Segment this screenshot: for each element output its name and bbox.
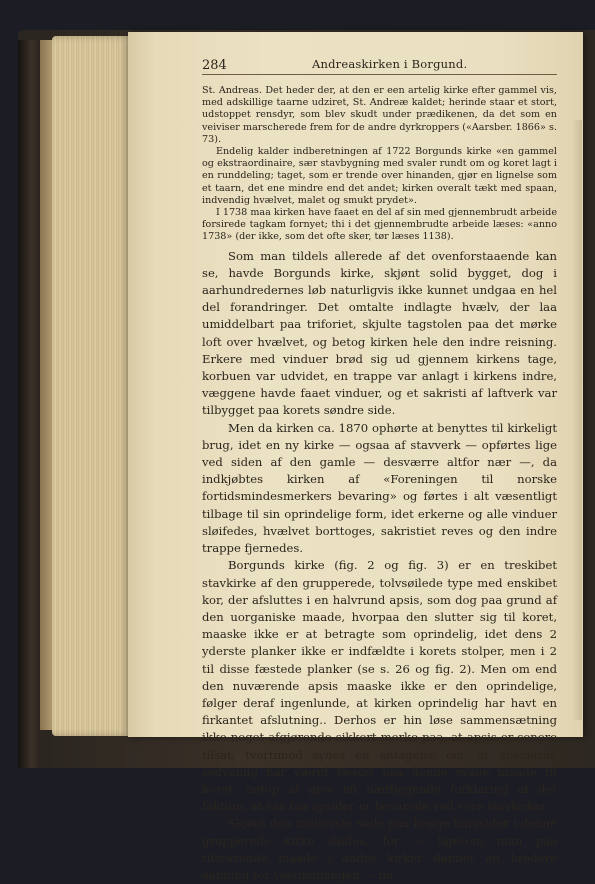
running-head: Andreaskirken i Borgund. [312, 57, 468, 71]
page-shading [572, 120, 582, 720]
small-paragraph: St. Andreas. Det heder der, at den er een artelig kirke efter gammel vis, med adskillige taarne udziret, St. Andreæ kaldet; herinde staar et stort, udstoppet rensdyr, som blev skudt under prædikenen, da det som en veiviser marscherede frem for de andre dyrkroppers («Aarsber. 1866» s. 73). [202, 85, 557, 145]
page-content [202, 54, 557, 884]
page-edges [52, 36, 132, 736]
book-spine [18, 40, 40, 768]
page-header [202, 54, 557, 75]
body-paragraph: Skjønt den midterste søile paa begge langsider i denne grupperede kirke sløifes, for — ligesom man paa tilsvarende maade i andre kirker danner en bredere aabning for vestindgangen — nu [202, 816, 557, 882]
page-number: 284 [202, 58, 227, 73]
body-paragraph: Men da kirken ca. 1870 ophørte at benyttes til kirkeligt brug, idet en ny kirke — ogsaa af stavverk — opførtes lige ved siden af den gamle — desværre altfor nær —, da indkjøbtes kirken af «Foreningen til norske fortidsmindesmerkers bevaring» og førtes i alt væsentligt tilbage til sin oprindelige form, idet erkerne og alle vinduer sløifedes, hvælvet borttoges, sakristiet reves og den indre trappe fjernedes. [202, 420, 557, 556]
body-paragraph: Som man tildels allerede af det ovenforstaaende kan se, havde Borgunds kirke, skjønt solid bygget, dog i aarhundredernes løb naturligvis ikke kunnet undgaa en hel del forandringer. Det omtalte indlagte hvælv, der laa umiddelbart paa triforiet, skjulte tagstolen paa det mørke loft over hvælvet, og betog kirken hele den indre reisning. Erkere med vinduer brød sig ud gjennem kirkens tage, korbuen var udvidet, en trappe var anlagt i kirkens indre, væggene havde faaet vinduer, og et sakristi af laftverk var tilbygget paa korets søndre side. [202, 248, 557, 418]
body-paragraph: Borgunds kirke (fig. 2 og fig. 3) er en treskibet stavkirke af den grupperede, tolvsøilede type med enskibet kor, der afsluttes i en halvrund apsis, som dog paa grund af den uorganiske maade, hvorpaa den slutter sig til koret, maaske ikke er at betragte som oprindelig, idet dens 2 yderste planker ikke er indfældte i korets stolper, men i 2 til disse fæstede planker (se s. 26 og fig. 2). Men om end den nuværende apsis maaske ikke er den oprindelige, følger deraf ingenlunde, at kirken oprindelig har havt en firkantet afslutning.. Derhos er hin løse sammensætning ikke noget afgjørende sikkert merke paa, at apsis er senere tilsat; tvertimod synes en antagelse om, at apsiderne sedvanlig har været fæstet paa denne svage maade til koret, netop at give en nærliggende forklaring af det faktum, at saa faa apsider er bevarede ved vore stavkirker. [202, 558, 557, 814]
small-print-block [202, 85, 557, 244]
small-paragraph: I 1738 maa kirken have faaet en del af sin med gjennembrudt arbeide forsirede tagkam fornyet; thi i det gjennembrudte arbeide læses: «anno 1738» (der ikke, som det ofte sker, tør læses 1138). [202, 207, 557, 243]
body-text [202, 248, 557, 884]
small-paragraph: Endelig kalder indberetningen af 1722 Borgunds kirke «en gammel og ekstraordinaire, sær stavbygning med svaler rundt om og koret lagt i en runddeling; taget, som er trende over hinanden, gjør en lignelse som et taarn, det ene mindre end det andet; kirken overalt tækt med spaan, indvendig hvælvet, malet og smukt prydet». [202, 146, 557, 206]
